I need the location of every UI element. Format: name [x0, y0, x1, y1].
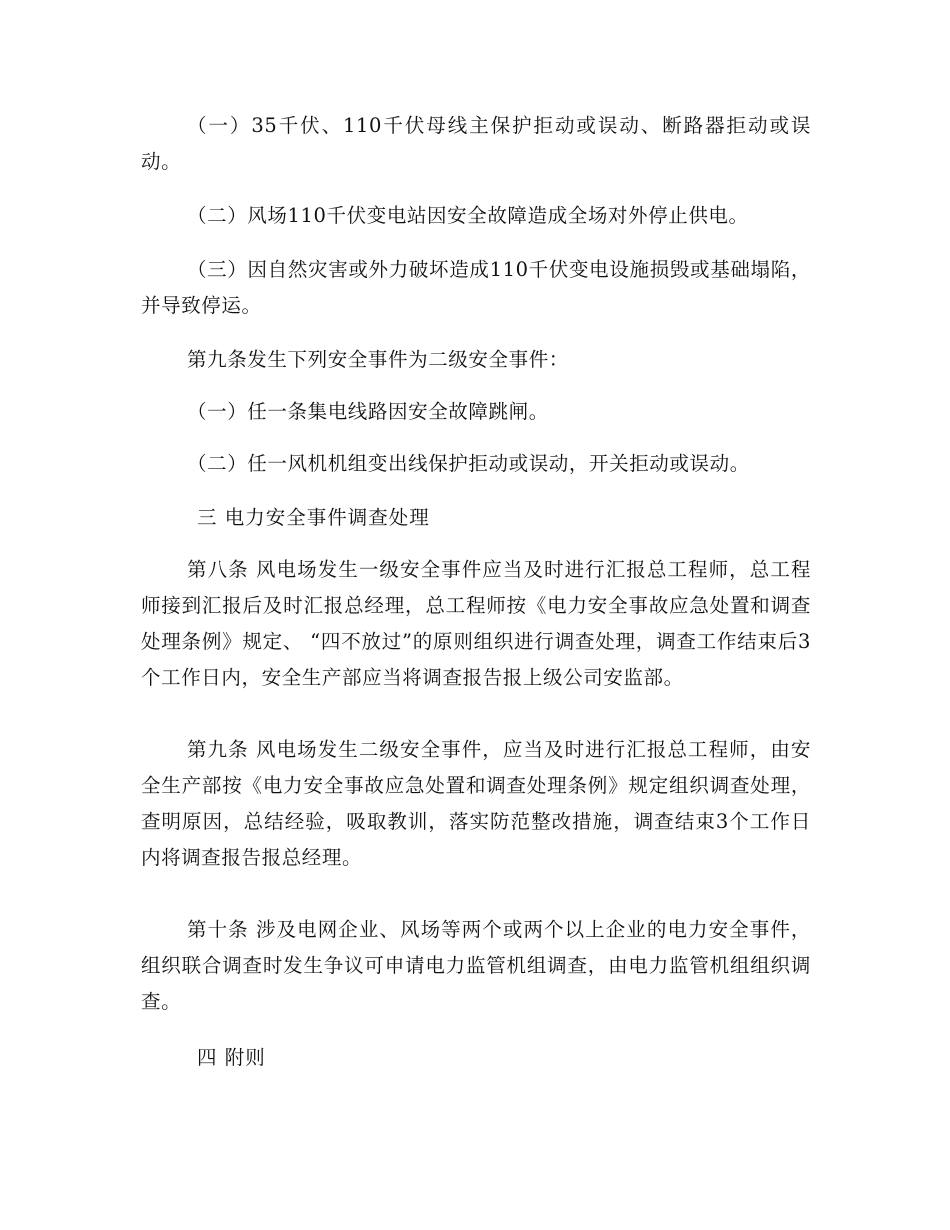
section-heading-3: 三 电力安全事件调查处理 [197, 506, 430, 529]
paragraph-item-1-busbar-protection: （一）35千伏、110千伏母线主保护拒动或误动、断路器拒动或误动。 [141, 114, 811, 173]
article-8-investigation: 第八条 风电场发生一级安全事件应当及时进行汇报总工程师，总工程师接到汇报后及时汇报总经理，总工程师按《电力安全事故应急处置和调查处理条例》规定、 “四不放过”的原则组织进行调查处理，调查工作结束后3个工作日内，安全生产部应当将调查报告报上级公司安监部。 [141, 558, 811, 689]
paragraph-item-2-substation-outage: （二）风场110千伏变电站因安全故障造成全场对外停止供电。 [187, 204, 749, 227]
article-9-level-two-events: 第九条发生下列安全事件为二级安全事件： [187, 348, 569, 371]
section-heading-4: 四 附则 [197, 1046, 266, 1069]
paragraph-level-two-item-2: （二）任一风机机组变出线保护拒动或误动，开关拒动或误动。 [187, 452, 750, 475]
paragraph-item-3-natural-disaster: （三）因自然灾害或外力破坏造成110千伏变电设施损毁或基础塌陷，并导致停运。 [141, 258, 811, 317]
article-9-investigation: 第九条 风电场发生二级安全事件，应当及时进行汇报总工程师，由安全生产部按《电力安全事故应急处置和调查处理条例》规定组织调查处理，查明原因，总结经验，吸取教训，落实防范整改措施，调查结束3个工作日内将调查报告报总经理。 [141, 738, 811, 869]
article-10-joint-investigation: 第十条 涉及电网企业、风场等两个或两个以上企业的电力安全事件，组织联合调查时发生争议可申请电力监管机组调查，由电力监管机组组织调查。 [141, 918, 811, 1013]
paragraph-level-two-item-1: （一）任一条集电线路因安全故障跳闸。 [187, 400, 549, 423]
